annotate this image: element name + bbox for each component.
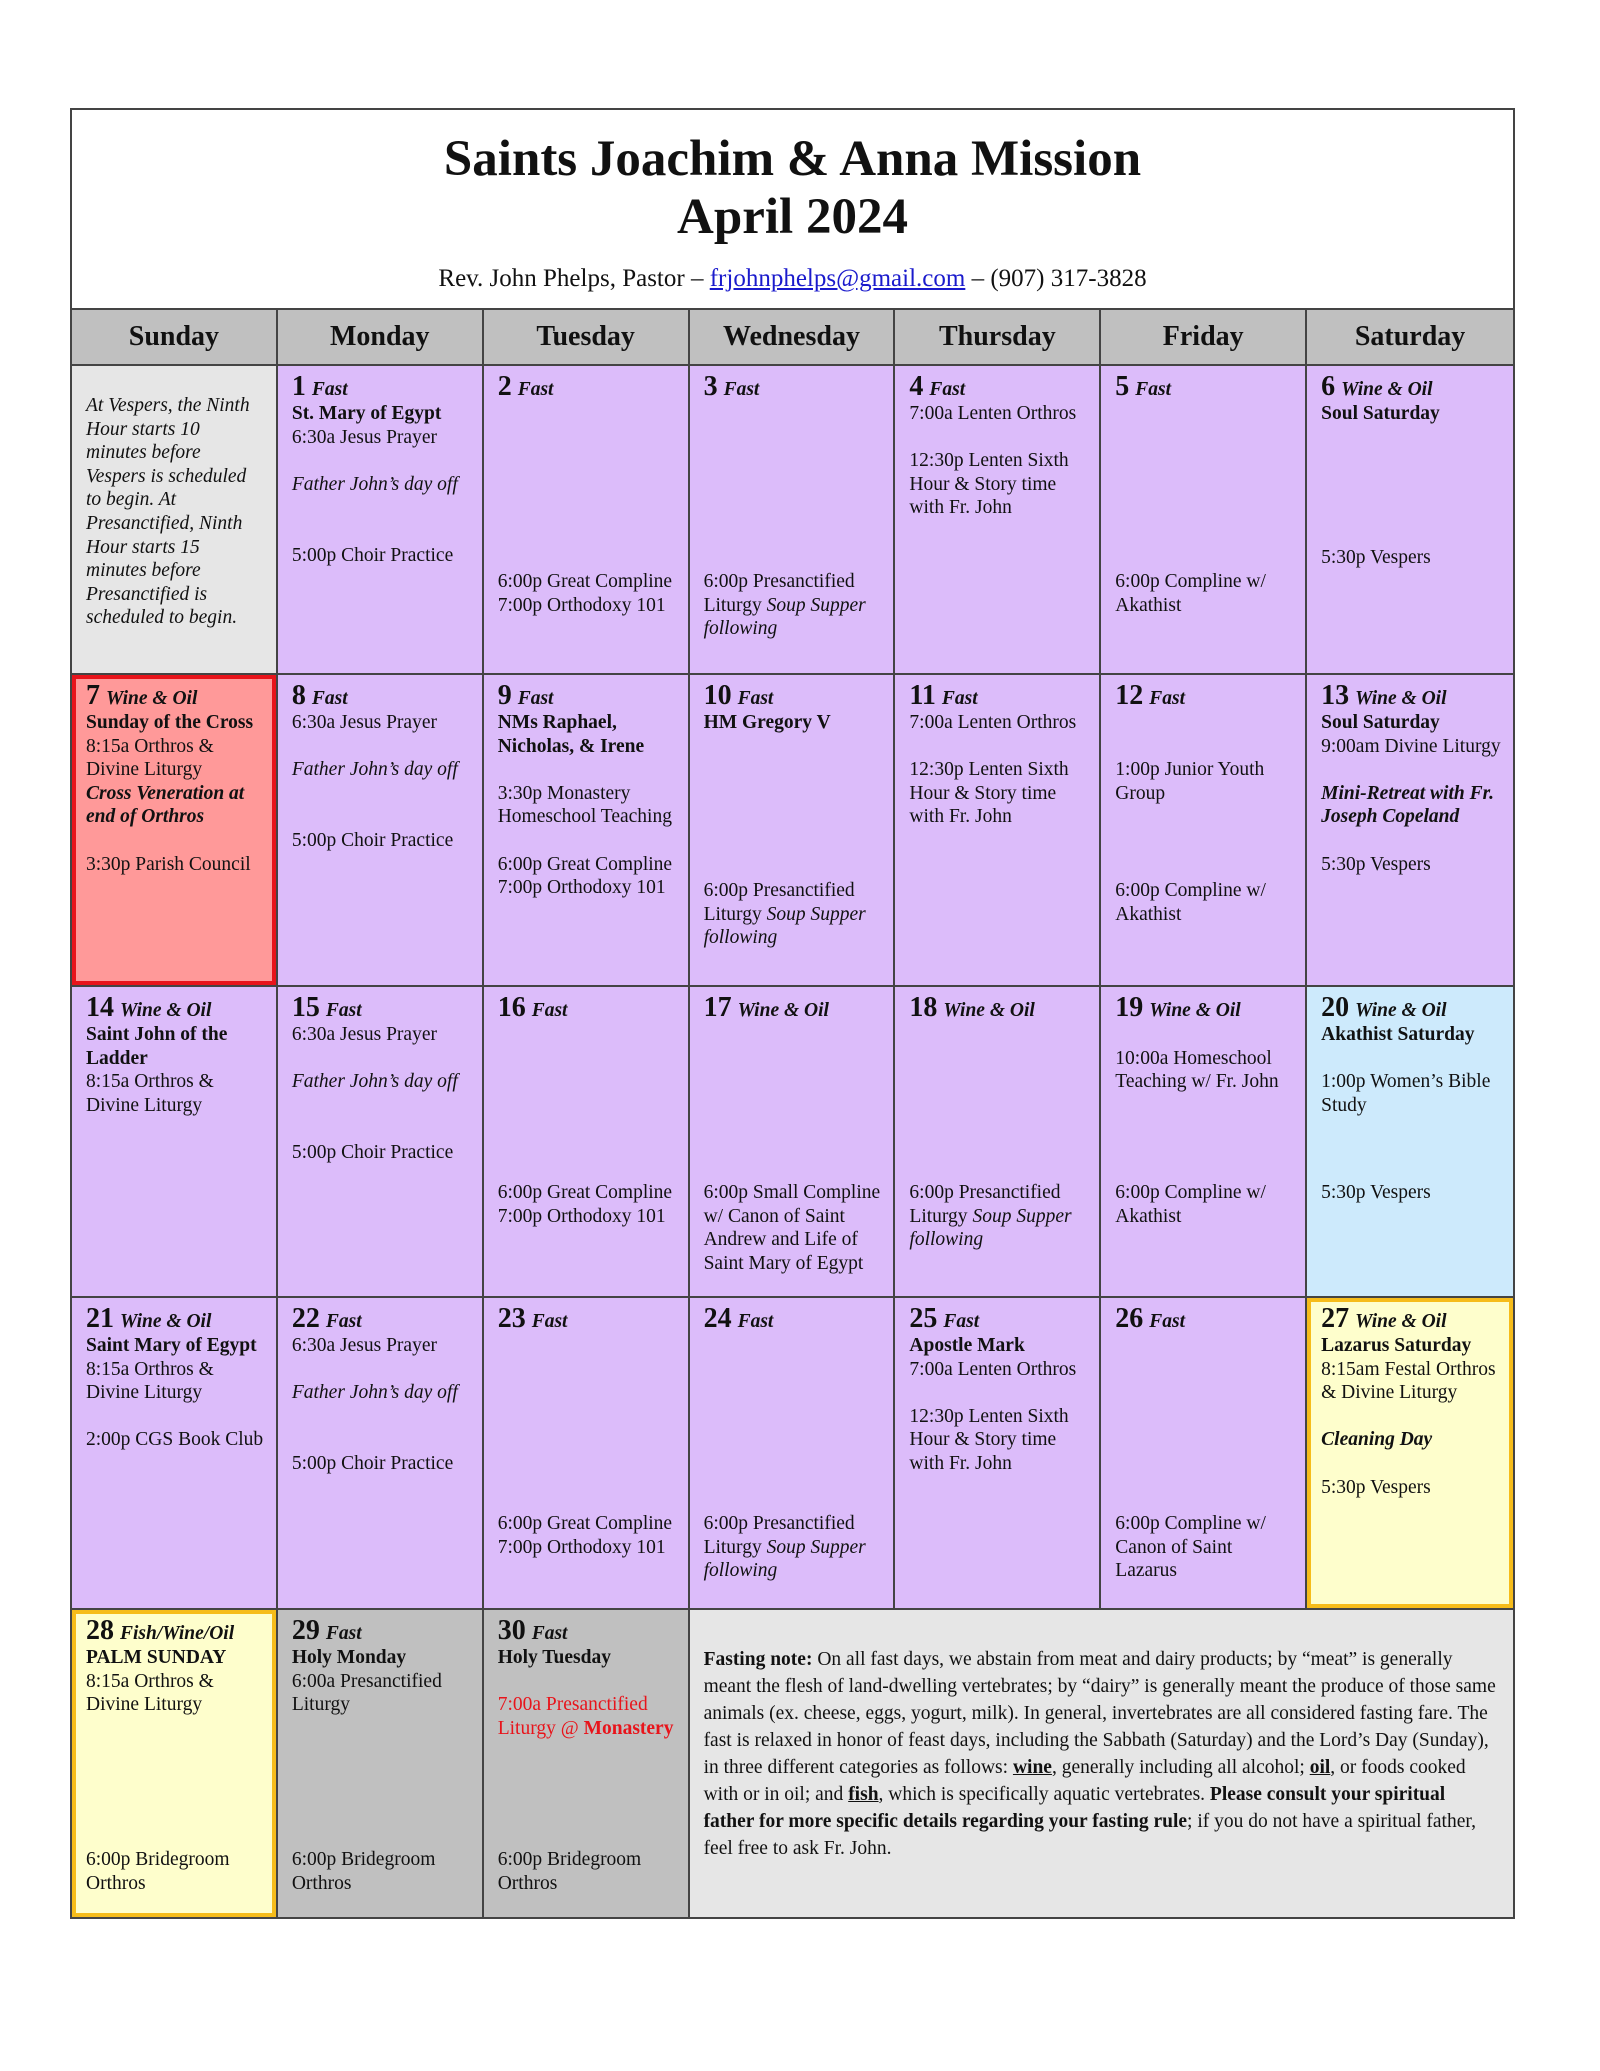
fast-rule: Fast <box>723 379 760 400</box>
event: 2:00p CGS Book Club <box>86 1429 264 1451</box>
fast-rule: Fast <box>737 688 774 709</box>
event: 6:00p Bridegroom Orthros <box>497 1849 642 1894</box>
event-location: Monastery <box>583 1717 674 1739</box>
event: 12:30p Lenten Sixth Hour & Story time with Fr. John <box>909 450 1069 519</box>
event-note: Soup Supper following <box>703 1536 866 1582</box>
event: 6:00p Great Compline <box>497 1513 673 1534</box>
event-text: 7:00a Presanctified Liturgy @ <box>497 1694 648 1739</box>
event: 6:00p Compline w/ Akathist <box>1115 571 1266 616</box>
day-cell-24[interactable] <box>690 1298 896 1608</box>
event: 5:30p Vespers <box>1321 547 1431 568</box>
event: 6:00p Presanctified Liturgy <box>703 880 855 925</box>
fast-rule: Wine & Oil <box>120 1000 212 1021</box>
day-number: 27 <box>1321 1303 1350 1334</box>
weekday-friday: Friday <box>1101 310 1307 364</box>
event: 1:00p Junior Youth Group <box>1115 759 1265 804</box>
note-part: , or foods cooked with or in oil; and <box>703 1757 1466 1805</box>
day-number: 7 <box>86 680 100 711</box>
day-number: 20 <box>1321 992 1350 1023</box>
fast-rule: Fast <box>325 1000 362 1021</box>
fast-rule: Wine & Oil <box>737 1000 829 1021</box>
day-cell-3[interactable] <box>690 366 896 673</box>
day-number: 4 <box>909 371 924 402</box>
event: 5:30p Vespers <box>1321 1476 1431 1498</box>
fast-rule: Wine & Oil <box>1355 688 1447 709</box>
event: 5:00p Choir Practice <box>291 544 454 566</box>
fast-rule: Wine & Oil <box>120 1311 212 1332</box>
day-cell-5[interactable] <box>1101 366 1307 673</box>
event-note: Soup Supper following <box>703 903 866 949</box>
day-number: 30 <box>497 1615 526 1646</box>
weekday-header-row <box>72 310 1513 366</box>
event: 5:30p Vespers <box>1321 853 1431 875</box>
day-cell-13[interactable] <box>1307 675 1513 985</box>
note-part: ; if you do not have a spiritual father, feel free to ask Fr. John. <box>703 1811 1476 1859</box>
feast-name: Saint John of the Ladder <box>86 1024 228 1069</box>
event-note: Father John’s day off <box>291 1071 458 1093</box>
feast-name: Apostle Mark <box>909 1335 1025 1356</box>
event: 10:00a Homeschool Teaching w/ Fr. John <box>1115 1047 1279 1093</box>
event: 6:00p Presanctified Liturgy <box>909 1182 1061 1227</box>
event: 5:30p Vespers <box>1321 1182 1431 1203</box>
month-title: April 2024 <box>677 189 908 245</box>
contact-line <box>72 264 1513 294</box>
fasting-note-text <box>704 1649 1496 1859</box>
day-cell-10[interactable] <box>690 675 896 985</box>
event: 6:00p Bridegroom Orthros <box>86 1849 230 1894</box>
note-fish: fish <box>848 1784 879 1805</box>
feast-name: Soul Saturday <box>1321 712 1440 733</box>
day-cell-8[interactable] <box>278 675 484 985</box>
day-number: 26 <box>1115 1303 1144 1334</box>
day-number: 24 <box>703 1303 732 1334</box>
day-cell-7[interactable] <box>72 675 278 985</box>
day-cell-16[interactable] <box>484 987 690 1296</box>
event: 3:30p Monastery Homeschool Teaching <box>497 782 672 828</box>
feast-name: NMs Raphael, Nicholas, & Irene <box>497 712 645 757</box>
event: 7:00a Lenten Orthros <box>909 712 1077 733</box>
note-wine: wine <box>1012 1757 1052 1778</box>
day-number: 23 <box>497 1303 526 1334</box>
day-cell-4[interactable] <box>895 366 1101 673</box>
day-cell-18[interactable] <box>895 987 1101 1296</box>
event: 1:00p Women’s Bible Study <box>1321 1071 1491 1116</box>
fast-rule: Wine & Oil <box>943 1000 1035 1021</box>
day-cell-28[interactable] <box>72 1610 278 1917</box>
day-cell-29[interactable] <box>278 1610 484 1917</box>
week-row-3 <box>72 987 1513 1298</box>
email-link[interactable]: frjohnphelps@gmail.com <box>709 265 966 292</box>
event-note: Mini-Retreat with Fr. Joseph Copeland <box>1321 782 1494 828</box>
event: 6:00a Presanctified Liturgy <box>291 1670 442 1716</box>
fast-rule: Fast <box>531 1311 568 1332</box>
event: 6:00p Great Compline <box>497 853 673 875</box>
note-part: , which is specifically aquatic vertebrates. <box>878 1784 1210 1805</box>
day-cell-11[interactable] <box>895 675 1101 985</box>
week-row-2 <box>72 675 1513 987</box>
day-cell-14[interactable] <box>72 987 278 1296</box>
fast-rule: Fast <box>1149 1311 1186 1332</box>
event: 3:30p Parish Council <box>86 853 251 875</box>
note-part: On all fast days, we abstain from meat and dairy products; by “meat” is generally meant the flesh of land-dwelling vertebrates; by “dairy” is generally meant the produce of those same animals (ex. cheese, eggs, yogurt, milk). In general, invertebrates are all considered fasting fare. The fast is relaxed in honor of feast days, including the Sabbath (Saturday) and the Lord’s Day (Sunday), in three different categories as follows: <box>703 1649 1496 1778</box>
note-consult: Please consult your spiritual father for more specific details regarding your fasting rule <box>703 1784 1446 1832</box>
day-number: 16 <box>497 992 526 1023</box>
event: 7:00a Lenten Orthros <box>909 1358 1077 1380</box>
event: 5:00p Choir Practice <box>291 829 454 851</box>
fast-rule: Fast <box>517 688 554 709</box>
fast-rule: Fast <box>325 1623 362 1644</box>
fast-rule: Fast <box>1149 688 1186 709</box>
day-cell-6[interactable] <box>1307 366 1513 673</box>
day-number: 28 <box>86 1615 114 1646</box>
day-cell-19[interactable] <box>1101 987 1307 1296</box>
fast-rule: Fast <box>943 1311 980 1332</box>
calendar <box>70 108 1515 1919</box>
event: 6:30a Jesus Prayer <box>291 426 437 448</box>
weekday-sunday: Sunday <box>72 310 278 364</box>
day-cell-15[interactable] <box>278 987 484 1296</box>
day-number: 17 <box>703 992 732 1023</box>
day-number: 18 <box>909 992 938 1023</box>
day-number: 14 <box>86 992 114 1023</box>
day-cell-22[interactable] <box>278 1298 484 1608</box>
day-number: 1 <box>291 371 306 402</box>
calendar-header <box>72 110 1513 310</box>
fast-rule: Wine & Oil <box>106 688 198 709</box>
day-cell-1[interactable] <box>278 366 484 673</box>
event: 6:00p Presanctified Liturgy <box>703 571 855 616</box>
event: 6:00p Great Compline <box>497 571 673 592</box>
day-number: 19 <box>1115 992 1144 1023</box>
event: 7:00p Orthodoxy 101 <box>497 1536 666 1558</box>
feast-name: Saint Mary of Egypt <box>86 1335 257 1356</box>
day-cell-20[interactable] <box>1307 987 1513 1296</box>
day-cell-27[interactable] <box>1307 1298 1513 1608</box>
event: 5:00p Choir Practice <box>291 1141 454 1163</box>
day-number: 5 <box>1115 371 1130 402</box>
event-note: Soup Supper following <box>909 1205 1072 1251</box>
event: 12:30p Lenten Sixth Hour & Story time with Fr. John <box>909 759 1069 828</box>
feast-name: St. Mary of Egypt <box>291 403 442 424</box>
day-cell-21[interactable] <box>72 1298 278 1608</box>
day-number: 12 <box>1115 680 1144 711</box>
fasting-note <box>690 1610 1513 1917</box>
event-note: Father John’s day off <box>291 759 458 781</box>
fast-rule: Wine & Oil <box>1355 1000 1447 1021</box>
event: 9:00am Divine Liturgy <box>1321 735 1501 757</box>
week-row-1 <box>72 366 1513 675</box>
day-cell-25[interactable] <box>895 1298 1101 1608</box>
note-oil: oil <box>1309 1757 1331 1778</box>
event: 8:15a Orthros & Divine Liturgy <box>86 1071 214 1116</box>
fast-rule: Fast <box>325 1311 362 1332</box>
event: 5:00p Choir Practice <box>291 1452 454 1474</box>
day-cell-30[interactable] <box>484 1610 690 1917</box>
event: 6:00p Small Compline w/ Canon of Saint Andrew and Life of Saint Mary of Egypt <box>703 1182 881 1274</box>
event: 7:00p Orthodoxy 101 <box>497 877 666 899</box>
feast-name: Soul Saturday <box>1321 403 1440 424</box>
fast-rule: Wine & Oil <box>1149 1000 1241 1021</box>
feast-name: Holy Monday <box>291 1647 407 1668</box>
fast-rule: Fast <box>517 379 554 400</box>
event: 6:00p Great Compline <box>497 1182 673 1203</box>
fast-rule: Fast <box>311 688 348 709</box>
weekday-saturday: Saturday <box>1354 321 1466 352</box>
event-highlight <box>498 1693 676 1740</box>
event: 7:00a Lenten Orthros <box>909 403 1077 424</box>
feast-name: Holy Tuesday <box>497 1647 611 1668</box>
pastor-name: Rev. John Phelps, Pastor – <box>438 265 710 292</box>
page-title: Saints Joachim & Anna Mission <box>443 131 1142 187</box>
feast-name: Akathist Saturday <box>1321 1024 1475 1045</box>
event: 6:30a Jesus Prayer <box>291 1335 437 1356</box>
day-number: 6 <box>1321 371 1336 402</box>
event: 6:00p Bridegroom Orthros <box>291 1849 436 1894</box>
fasting-note-label: Fasting note: <box>703 1649 813 1670</box>
event-note: Cleaning Day <box>1321 1429 1433 1451</box>
fast-rule: Fast <box>737 1311 774 1332</box>
weekday-wednesday: Wednesday <box>690 310 896 364</box>
fast-rule: Fast <box>531 1000 568 1021</box>
day-number: 15 <box>291 992 320 1023</box>
event: 6:00p Compline w/ Canon of Saint Lazarus <box>1115 1513 1266 1582</box>
day-number: 22 <box>291 1303 320 1334</box>
day-number: 11 <box>909 680 936 711</box>
day-number: 9 <box>497 680 512 711</box>
note-part: , generally including all alcohol; <box>1051 1757 1310 1778</box>
phone-number: – (907) 317-3828 <box>965 265 1147 292</box>
day-cell-12[interactable] <box>1101 675 1307 985</box>
fast-rule: Wine & Oil <box>1355 1311 1447 1332</box>
day-number: 13 <box>1321 680 1350 711</box>
fast-rule: Fast <box>1135 379 1172 400</box>
event: 6:00p Compline w/ Akathist <box>1115 1182 1266 1227</box>
day-number: 3 <box>703 371 718 402</box>
day-number: 2 <box>497 371 512 402</box>
event: 6:30a Jesus Prayer <box>291 1024 437 1045</box>
fast-rule: Fast <box>941 688 978 709</box>
event: 7:00p Orthodoxy 101 <box>497 594 666 616</box>
event: 6:00p Presanctified Liturgy <box>703 1513 855 1558</box>
day-number: 21 <box>86 1303 114 1334</box>
feast-name: Sunday of the Cross <box>86 712 254 733</box>
feast-name: PALM SUNDAY <box>86 1647 227 1668</box>
event-note: Father John’s day off <box>291 1382 458 1404</box>
day-number: 29 <box>291 1615 320 1646</box>
day-cell-2[interactable] <box>484 366 690 673</box>
weekday-tuesday: Tuesday <box>484 310 690 364</box>
event-note: Cross Veneration at end of Orthros <box>86 782 245 828</box>
day-number: 8 <box>291 680 306 711</box>
event: 8:15a Orthros & Divine Liturgy <box>86 735 214 781</box>
event: 6:00p Compline w/ Akathist <box>1115 880 1266 925</box>
week-row-5 <box>72 1610 1513 1917</box>
feast-name: Lazarus Saturday <box>1321 1335 1472 1356</box>
day-number: 10 <box>703 680 732 711</box>
event: 12:30p Lenten Sixth Hour & Story time with Fr. John <box>909 1405 1069 1474</box>
event-note: Father John’s day off <box>291 473 458 495</box>
day-cell-23[interactable] <box>484 1298 690 1608</box>
weekday-monday: Monday <box>278 310 484 364</box>
fast-rule: Fast <box>531 1623 568 1644</box>
event-note: Soup Supper following <box>703 594 866 640</box>
fast-rule: Fast <box>929 379 966 400</box>
ninth-hour-note <box>72 366 278 673</box>
event: 6:30a Jesus Prayer <box>291 712 437 733</box>
event: 8:15a Orthros & Divine Liturgy <box>86 1670 214 1716</box>
day-cell-17[interactable] <box>690 987 896 1296</box>
day-cell-9[interactable] <box>484 675 690 985</box>
fast-rule: Fish/Wine/Oil <box>120 1623 235 1644</box>
fast-rule: Fast <box>311 379 348 400</box>
fast-rule: Wine & Oil <box>1341 379 1433 400</box>
day-number: 25 <box>909 1303 938 1334</box>
day-cell-26[interactable] <box>1101 1298 1307 1608</box>
weekday-thursday: Thursday <box>895 310 1101 364</box>
feast-name: HM Gregory V <box>703 712 831 733</box>
event: 8:15a Orthros & Divine Liturgy <box>86 1358 214 1404</box>
week-row-4 <box>72 1298 1513 1610</box>
event: 8:15am Festal Orthros & Divine Liturgy <box>1321 1358 1496 1404</box>
ninth-hour-note-text: At Vespers, the Ninth Hour starts 10 minutes before Vespers is scheduled to begin. At Presanctified, Ninth Hour starts 15 minutes before Presanctified is scheduled to begin. <box>86 395 250 629</box>
event: 7:00p Orthodoxy 101 <box>497 1205 666 1227</box>
